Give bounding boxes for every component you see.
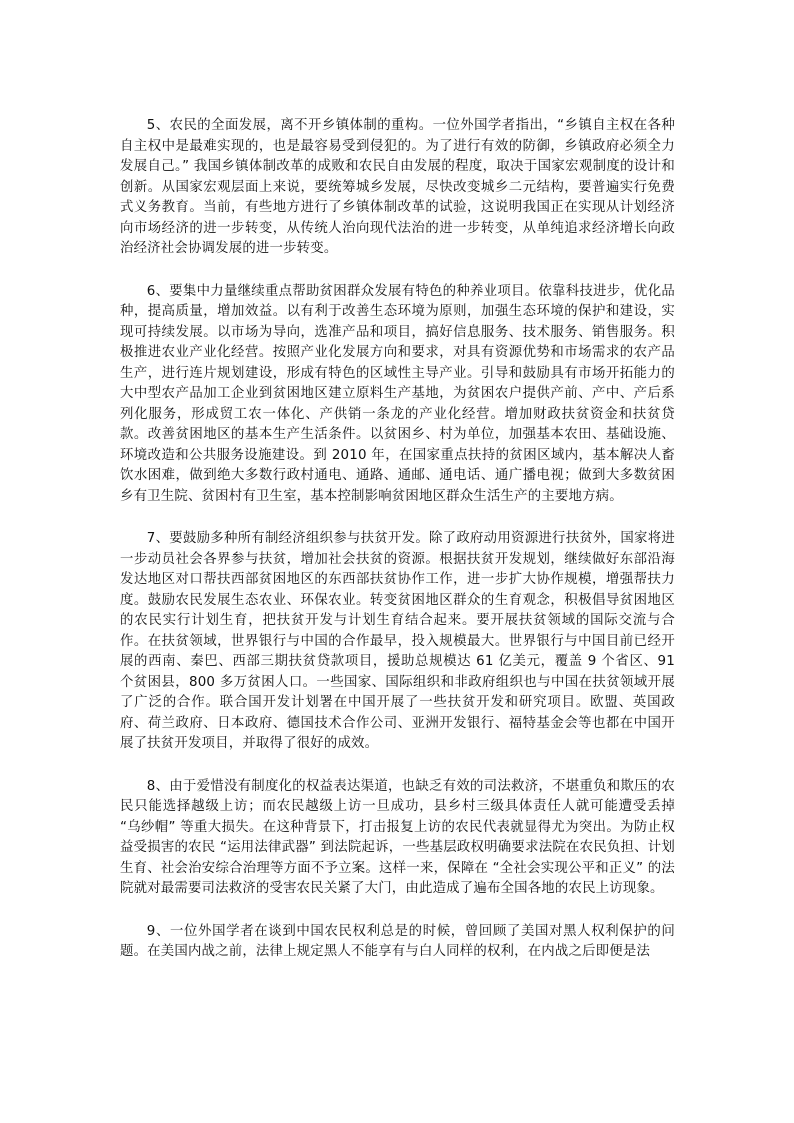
document-body (120, 116, 675, 985)
paragraph-6: 6、要集中力量继续重点帮助贫困群众发展有特色的种养业项目。依靠科技进步，优化品种，提高质量，增加效益。以有利于改善生态环境为原则，加强生态环境的保护和建设，实现可持续发展。以市场为导向，选准产品和项目，搞好信息服务、技术服务、销售服务。积极推进农业产业化经营。按照产业化发展方向和要求，对具有资源优势和市场需求的农产品生产，进行连片规划建设，形成有特色的区域性主导产业。引导和鼓励具有市场开拓能力的大中型农产品加工企业到贫困地区建立原料生产基地，为贫困农户提供产前、产中、产后系列化服务，形成贸工农一体化、产供销一条龙的产业化经营。增加财政扶贫资金和扶贫贷款。改善贫困地区的基本生产生活条件。以贫困乡、村为单位，加强基本农田、基础设施、环境改造和公共服务设施建设。到 2010 年，在国家重点扶持的贫困区域内，基本解决人畜饮水困难，做到绝大多数行政村通电、通路、通邮、通电话、通广播电视；做到大多数贫困乡有卫生院、贫困村有卫生室，基本控制影响贫困地区群众生活生产的主要地方病。 (120, 283, 675, 504)
paragraph-5: 5、农民的全面发展，离不开乡镇体制的重构。一位外国学者指出，“乡镇自主权在各种自主权中是最难实现的，也是最容易受到侵犯的。为了进行有效的防御，乡镇政府必须全力发展自己。” 我国乡镇体制改革的成败和农民自由发展的程度，取决于国家宏观制度的设计和创新。从国家宏观层面上来说，要统筹城乡发展，尽快改变城乡二元结构，要普遍实行免费式义务教育。当前，有些地方进行了乡镇体制改革的试验，这说明我国正在实现从计划经济向市场经济的进一步转变，从传统人治向现代法治的进一步转变，从单纯追求经济增长向政治经济社会协调发展的进一步转变。 (120, 118, 675, 256)
paragraph-8: 8、由于爱惜没有制度化的权益表达渠道，也缺乏有效的司法救济，不堪重负和欺压的农民只能选择越级上访；而农民越级上访一旦成功，县乡村三级具体责任人就可能遭受丢掉 “乌纱帽” 等重大损失。在这种背景下，打击报复上访的农民代表就显得尤为突出。为防止权益受损害的农民 “运用法律武器” 到法院起诉，一些基层政权明确要求法院在农民负担、计划生育、社会治安综合治理等方面不予立案。这样一来，保障在 “全社会实现公平和正义” 的法院就对最需要司法救济的受害农民关紧了大门，由此造成了遍布全国各地的农民上访现象。 (120, 778, 676, 896)
paragraph-7: 7、要鼓励多种所有制经济组织参与扶贫开发。除了政府动用资源进行扶贫外，国家将进一步动员社会各界参与扶贫，增加社会扶贫的资源。根据扶贫开发规划，继续做好东部沿海发达地区对口帮扶西部贫困地区的东西部扶贫协作工作，进一步扩大协作规模，增强帮扶力度。鼓励农民发展生态农业、环保农业。转变贫困地区群众的生育观念，积极倡导贫困地区的农民实行计划生育，把扶贫开发与计划生育结合起来。要开展扶贫领域的国际交流与合作。在扶贫领域，世界银行与中国的合作最早，投入规模最大。世界银行与中国目前已经开展的西南、秦巴、西部三期扶贫贷款项目，援助总规模达 61 亿美元，覆盖 9 个省区、91 个贫困县，800 多万贫困人口。一些国家、国际组织和非政府组织也与中国在扶贫领域开展了广泛的合作。联合国开发计划署在中国开展了一些扶贫开发和研究项目。欧盟、英国政府、荷兰政府、日本政府、德国技术合作公司、亚洲开发银行、福特基金会等也都在中国开展了扶贫开发项目，并取得了很好的成效。 (120, 531, 675, 751)
paragraph-9: 9、一位外国学者在谈到中国农民权利总是的时候，曾回顾了美国对黑人权利保护的问题。在美国内战之前，法律上规定黑人不能享有与白人同样的权利，在内战之后即便是法 (120, 923, 675, 959)
